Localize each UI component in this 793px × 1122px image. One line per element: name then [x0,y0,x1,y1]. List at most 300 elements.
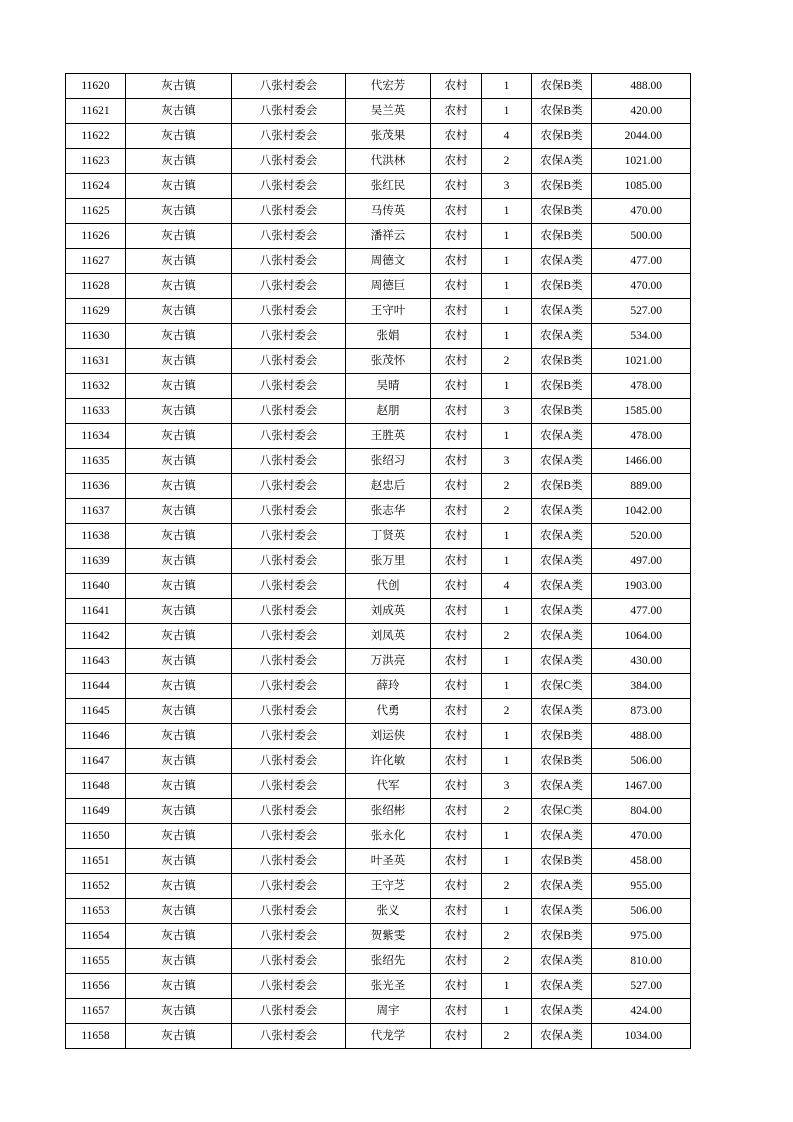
cell-type: 农村 [431,474,482,499]
cell-count: 1 [482,224,532,249]
cell-name: 许化敏 [346,749,431,774]
table-row [66,349,691,374]
cell-count: 1 [482,974,532,999]
cell-village: 八张村委会 [232,999,346,1024]
cell-amount: 889.00 [592,474,691,499]
cell-count: 1 [482,649,532,674]
cell-category: 农保B类 [532,724,592,749]
cell-type: 农村 [431,1024,482,1049]
cell-village: 八张村委会 [232,699,346,724]
cell-count: 2 [482,499,532,524]
cell-town: 灰古镇 [126,974,232,999]
table-row [66,174,691,199]
cell-category: 农保C类 [532,799,592,824]
cell-name: 张志华 [346,499,431,524]
cell-category: 农保A类 [532,649,592,674]
cell-id: 11646 [66,724,126,749]
cell-count: 2 [482,1024,532,1049]
cell-id: 11655 [66,949,126,974]
table-row [66,724,691,749]
cell-type: 农村 [431,424,482,449]
table-row [66,899,691,924]
cell-amount: 478.00 [592,374,691,399]
cell-town: 灰古镇 [126,674,232,699]
cell-category: 农保B类 [532,99,592,124]
cell-name: 吴兰英 [346,99,431,124]
benefits-table [65,73,691,1049]
cell-town: 灰古镇 [126,624,232,649]
cell-town: 灰古镇 [126,349,232,374]
cell-type: 农村 [431,599,482,624]
cell-village: 八张村委会 [232,549,346,574]
cell-town: 灰古镇 [126,549,232,574]
cell-town: 灰古镇 [126,424,232,449]
cell-name: 周宇 [346,999,431,1024]
table-row [66,699,691,724]
table-row [66,974,691,999]
cell-id: 11658 [66,1024,126,1049]
cell-id: 11633 [66,399,126,424]
cell-category: 农保B类 [532,474,592,499]
cell-category: 农保B类 [532,399,592,424]
table-row [66,549,691,574]
cell-category: 农保A类 [532,624,592,649]
cell-type: 农村 [431,174,482,199]
cell-id: 11636 [66,474,126,499]
cell-type: 农村 [431,249,482,274]
cell-amount: 470.00 [592,824,691,849]
table-row [66,399,691,424]
cell-village: 八张村委会 [232,874,346,899]
cell-type: 农村 [431,924,482,949]
cell-count: 2 [482,349,532,374]
cell-id: 11657 [66,999,126,1024]
cell-category: 农保A类 [532,774,592,799]
cell-id: 11620 [66,74,126,99]
cell-id: 11648 [66,774,126,799]
cell-name: 张永化 [346,824,431,849]
cell-amount: 1466.00 [592,449,691,474]
cell-town: 灰古镇 [126,874,232,899]
cell-amount: 1085.00 [592,174,691,199]
cell-id: 11630 [66,324,126,349]
cell-id: 11626 [66,224,126,249]
table-row [66,149,691,174]
cell-category: 农保A类 [532,949,592,974]
cell-village: 八张村委会 [232,774,346,799]
cell-count: 3 [482,449,532,474]
cell-name: 刘成英 [346,599,431,624]
cell-village: 八张村委会 [232,299,346,324]
cell-id: 11628 [66,274,126,299]
cell-name: 张娟 [346,324,431,349]
cell-amount: 458.00 [592,849,691,874]
cell-name: 张光圣 [346,974,431,999]
cell-town: 灰古镇 [126,774,232,799]
cell-town: 灰古镇 [126,849,232,874]
cell-count: 1 [482,249,532,274]
cell-category: 农保A类 [532,549,592,574]
cell-amount: 488.00 [592,74,691,99]
cell-village: 八张村委会 [232,324,346,349]
cell-type: 农村 [431,874,482,899]
cell-village: 八张村委会 [232,99,346,124]
cell-name: 王胜英 [346,424,431,449]
cell-category: 农保B类 [532,349,592,374]
cell-count: 2 [482,874,532,899]
table-row [66,374,691,399]
cell-village: 八张村委会 [232,424,346,449]
cell-name: 赵忠后 [346,474,431,499]
cell-type: 农村 [431,499,482,524]
cell-count: 1 [482,999,532,1024]
cell-type: 农村 [431,449,482,474]
cell-town: 灰古镇 [126,799,232,824]
cell-category: 农保A类 [532,824,592,849]
cell-town: 灰古镇 [126,649,232,674]
cell-category: 农保A类 [532,899,592,924]
cell-village: 八张村委会 [232,349,346,374]
cell-id: 11644 [66,674,126,699]
cell-amount: 1585.00 [592,399,691,424]
cell-village: 八张村委会 [232,224,346,249]
cell-village: 八张村委会 [232,574,346,599]
cell-village: 八张村委会 [232,174,346,199]
cell-amount: 478.00 [592,424,691,449]
cell-name: 薛玲 [346,674,431,699]
cell-amount: 527.00 [592,974,691,999]
table-row [66,449,691,474]
cell-amount: 1064.00 [592,624,691,649]
cell-count: 2 [482,149,532,174]
cell-town: 灰古镇 [126,249,232,274]
cell-category: 农保A类 [532,299,592,324]
cell-category: 农保B类 [532,924,592,949]
cell-category: 农保B类 [532,174,592,199]
cell-village: 八张村委会 [232,1024,346,1049]
cell-amount: 424.00 [592,999,691,1024]
cell-name: 贺紫雯 [346,924,431,949]
cell-name: 张绍先 [346,949,431,974]
cell-village: 八张村委会 [232,799,346,824]
table-row [66,424,691,449]
cell-town: 灰古镇 [126,524,232,549]
table-row [66,924,691,949]
cell-name: 赵朋 [346,399,431,424]
cell-amount: 497.00 [592,549,691,574]
cell-count: 3 [482,399,532,424]
cell-name: 刘凤英 [346,624,431,649]
table-row [66,599,691,624]
cell-amount: 1021.00 [592,149,691,174]
cell-count: 1 [482,824,532,849]
cell-amount: 470.00 [592,274,691,299]
table-row [66,649,691,674]
cell-count: 1 [482,549,532,574]
cell-category: 农保A类 [532,149,592,174]
cell-name: 代勇 [346,699,431,724]
cell-type: 农村 [431,674,482,699]
cell-amount: 1021.00 [592,349,691,374]
cell-count: 1 [482,199,532,224]
cell-town: 灰古镇 [126,924,232,949]
table-row [66,274,691,299]
cell-type: 农村 [431,999,482,1024]
cell-village: 八张村委会 [232,974,346,999]
cell-type: 农村 [431,849,482,874]
cell-village: 八张村委会 [232,724,346,749]
cell-name: 代军 [346,774,431,799]
cell-town: 灰古镇 [126,574,232,599]
cell-count: 4 [482,124,532,149]
cell-id: 11635 [66,449,126,474]
cell-town: 灰古镇 [126,399,232,424]
cell-village: 八张村委会 [232,449,346,474]
table-row [66,749,691,774]
cell-town: 灰古镇 [126,274,232,299]
cell-town: 灰古镇 [126,474,232,499]
cell-count: 4 [482,574,532,599]
cell-category: 农保A类 [532,599,592,624]
cell-town: 灰古镇 [126,174,232,199]
table-row [66,299,691,324]
cell-category: 农保B类 [532,224,592,249]
cell-count: 2 [482,949,532,974]
cell-count: 1 [482,274,532,299]
table-row [66,874,691,899]
cell-type: 农村 [431,99,482,124]
cell-town: 灰古镇 [126,724,232,749]
cell-type: 农村 [431,524,482,549]
cell-village: 八张村委会 [232,924,346,949]
cell-town: 灰古镇 [126,949,232,974]
cell-count: 1 [482,899,532,924]
cell-name: 叶圣英 [346,849,431,874]
table-row [66,324,691,349]
cell-name: 张义 [346,899,431,924]
cell-town: 灰古镇 [126,899,232,924]
cell-id: 11632 [66,374,126,399]
cell-name: 潘祥云 [346,224,431,249]
cell-count: 1 [482,299,532,324]
cell-amount: 500.00 [592,224,691,249]
cell-type: 农村 [431,749,482,774]
cell-amount: 477.00 [592,599,691,624]
cell-category: 农保B类 [532,374,592,399]
cell-type: 农村 [431,399,482,424]
cell-town: 灰古镇 [126,99,232,124]
cell-village: 八张村委会 [232,374,346,399]
cell-category: 农保A类 [532,699,592,724]
cell-category: 农保B类 [532,274,592,299]
cell-amount: 527.00 [592,299,691,324]
cell-id: 11627 [66,249,126,274]
cell-category: 农保C类 [532,674,592,699]
cell-name: 代洪林 [346,149,431,174]
cell-id: 11642 [66,624,126,649]
table-row [66,624,691,649]
cell-amount: 420.00 [592,99,691,124]
cell-id: 11647 [66,749,126,774]
cell-id: 11653 [66,899,126,924]
cell-type: 农村 [431,74,482,99]
cell-type: 农村 [431,124,482,149]
cell-village: 八张村委会 [232,474,346,499]
table-row [66,199,691,224]
cell-name: 王守芝 [346,874,431,899]
cell-count: 1 [482,74,532,99]
cell-name: 刘运侠 [346,724,431,749]
cell-count: 3 [482,774,532,799]
cell-count: 1 [482,599,532,624]
cell-town: 灰古镇 [126,1024,232,1049]
cell-name: 吴晴 [346,374,431,399]
cell-id: 11624 [66,174,126,199]
cell-town: 灰古镇 [126,224,232,249]
cell-amount: 804.00 [592,799,691,824]
cell-town: 灰古镇 [126,824,232,849]
cell-category: 农保A类 [532,574,592,599]
cell-type: 农村 [431,324,482,349]
cell-id: 11652 [66,874,126,899]
cell-town: 灰古镇 [126,149,232,174]
cell-town: 灰古镇 [126,699,232,724]
cell-category: 农保A类 [532,874,592,899]
cell-count: 1 [482,374,532,399]
cell-type: 农村 [431,649,482,674]
cell-name: 张绍习 [346,449,431,474]
cell-id: 11639 [66,549,126,574]
cell-type: 农村 [431,149,482,174]
cell-name: 代宏芳 [346,74,431,99]
cell-amount: 506.00 [592,899,691,924]
cell-town: 灰古镇 [126,199,232,224]
table-row [66,1024,691,1049]
cell-type: 农村 [431,724,482,749]
table-row [66,474,691,499]
cell-name: 周德巨 [346,274,431,299]
cell-count: 1 [482,424,532,449]
cell-category: 农保A类 [532,249,592,274]
cell-category: 农保B类 [532,749,592,774]
cell-id: 11623 [66,149,126,174]
table-row [66,499,691,524]
cell-village: 八张村委会 [232,949,346,974]
table-row [66,949,691,974]
cell-type: 农村 [431,699,482,724]
cell-id: 11637 [66,499,126,524]
cell-count: 2 [482,924,532,949]
cell-category: 农保B类 [532,849,592,874]
cell-amount: 1467.00 [592,774,691,799]
cell-type: 农村 [431,549,482,574]
cell-type: 农村 [431,974,482,999]
cell-amount: 520.00 [592,524,691,549]
cell-name: 万洪亮 [346,649,431,674]
cell-amount: 477.00 [592,249,691,274]
cell-id: 11656 [66,974,126,999]
cell-id: 11638 [66,524,126,549]
cell-category: 农保A类 [532,324,592,349]
cell-amount: 506.00 [592,749,691,774]
cell-name: 丁贤英 [346,524,431,549]
cell-type: 农村 [431,199,482,224]
cell-count: 1 [482,99,532,124]
cell-name: 张红民 [346,174,431,199]
cell-id: 11625 [66,199,126,224]
cell-category: 农保B类 [532,199,592,224]
cell-id: 11641 [66,599,126,624]
cell-town: 灰古镇 [126,449,232,474]
cell-type: 农村 [431,624,482,649]
cell-type: 农村 [431,374,482,399]
table-row [66,824,691,849]
cell-town: 灰古镇 [126,124,232,149]
cell-id: 11645 [66,699,126,724]
cell-name: 周德文 [346,249,431,274]
cell-count: 1 [482,724,532,749]
cell-amount: 975.00 [592,924,691,949]
cell-amount: 384.00 [592,674,691,699]
cell-village: 八张村委会 [232,124,346,149]
cell-village: 八张村委会 [232,649,346,674]
cell-type: 农村 [431,774,482,799]
cell-name: 代创 [346,574,431,599]
cell-village: 八张村委会 [232,624,346,649]
cell-type: 农村 [431,899,482,924]
table-row [66,124,691,149]
cell-id: 11651 [66,849,126,874]
cell-amount: 810.00 [592,949,691,974]
cell-count: 1 [482,849,532,874]
cell-category: 农保B类 [532,74,592,99]
cell-id: 11634 [66,424,126,449]
cell-count: 1 [482,524,532,549]
cell-amount: 488.00 [592,724,691,749]
cell-name: 王守叶 [346,299,431,324]
cell-village: 八张村委会 [232,149,346,174]
cell-village: 八张村委会 [232,274,346,299]
cell-town: 灰古镇 [126,74,232,99]
table-row [66,224,691,249]
cell-name: 代龙学 [346,1024,431,1049]
cell-count: 2 [482,474,532,499]
cell-name: 张茂怀 [346,349,431,374]
cell-category: 农保A类 [532,974,592,999]
cell-amount: 873.00 [592,699,691,724]
cell-type: 农村 [431,299,482,324]
cell-village: 八张村委会 [232,524,346,549]
cell-type: 农村 [431,824,482,849]
cell-village: 八张村委会 [232,249,346,274]
cell-village: 八张村委会 [232,674,346,699]
cell-amount: 534.00 [592,324,691,349]
cell-village: 八张村委会 [232,499,346,524]
cell-amount: 470.00 [592,199,691,224]
cell-amount: 1042.00 [592,499,691,524]
cell-village: 八张村委会 [232,824,346,849]
cell-town: 灰古镇 [126,324,232,349]
cell-count: 2 [482,624,532,649]
cell-village: 八张村委会 [232,399,346,424]
cell-name: 张万里 [346,549,431,574]
cell-town: 灰古镇 [126,999,232,1024]
cell-category: 农保A类 [532,524,592,549]
cell-id: 11631 [66,349,126,374]
cell-town: 灰古镇 [126,499,232,524]
cell-id: 11640 [66,574,126,599]
cell-village: 八张村委会 [232,749,346,774]
